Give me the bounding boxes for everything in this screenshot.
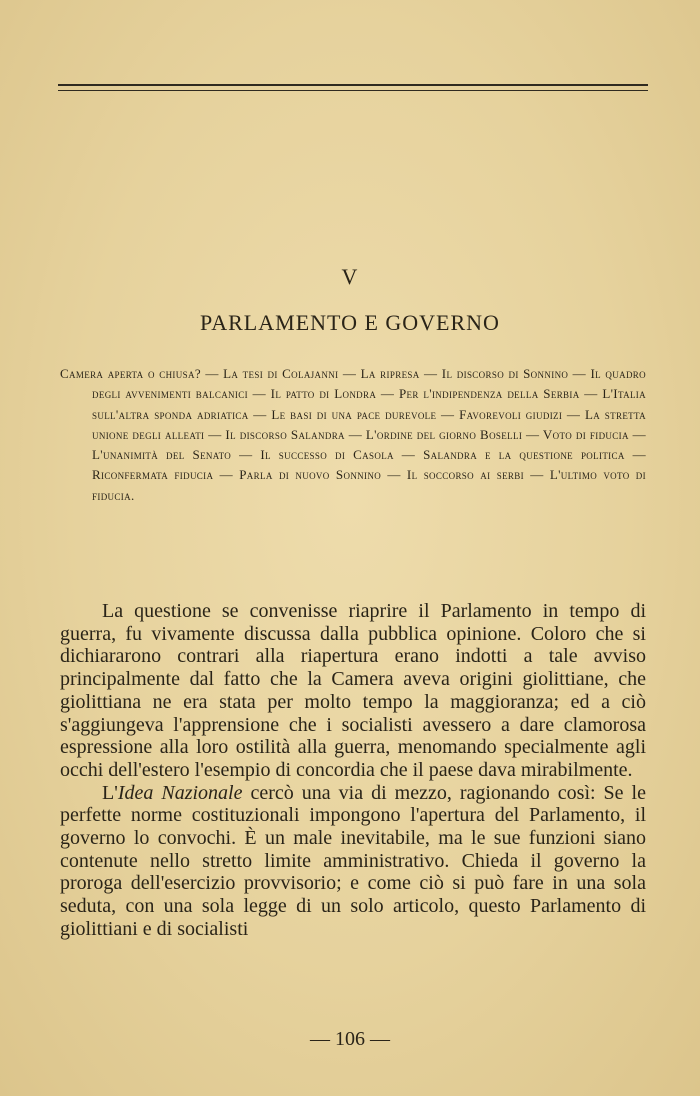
chapter-title: PARLAMENTO E GOVERNO <box>200 310 500 335</box>
header-rule-bottom <box>58 90 648 91</box>
page-number: — 106 — <box>310 1028 390 1050</box>
newspaper-title: Idea Nazionale <box>117 781 243 804</box>
body-text <box>60 600 646 941</box>
chapter-summary: Camera aperta o chiusa? — La tesi di Colajanni — La ripresa — Il discorso di Sonnino — Il quadro degli avvenimenti balcanici — Il patto di Londra — Per l'indipendenza della Serbia — L'Italia sull'altra sponda adriatica — Le basi di una pace durevole — Favorevoli giudizi — La stretta unione degli alleati — Il discorso Salandra — L'ordine del giorno Boselli — Voto di fiducia — L'unanimità del Senato — Il successo di Casola — Salandra e la questione politica — Riconfermata fiducia — Parla di nuovo Sonnino — Il soccorso ai serbi — L'ultimo voto di fiducia. <box>60 366 646 503</box>
body-paragraph-2 <box>60 782 646 941</box>
chapter-number: V <box>341 264 359 289</box>
header-rule-top <box>58 84 648 86</box>
paragraph-2-text: cercò una via di mezzo, ragionando così: Se le perfette norme costituzionali impongono l'apertura del Parlamento, il governo lo convochi. È un male inevitabile, ma le sue funzioni siano contenute nello stretto limite amministrativo. Chieda il governo la proroga dell'esercizio provvisorio; e come ciò si può fare in una sola seduta, con una sola legge di un solo articolo, questo Parlamento di giolittiani e di socialisti <box>60 781 646 940</box>
paragraph-2-lead: L' <box>102 781 118 804</box>
body-paragraph-1: La questione se convenisse riaprire il Parlamento in tempo di guerra, fu vivamente discussa dalla pubblica opinione. Coloro che si dichiararono contrari alla riapertura erano indotti a tale avviso principalmente dal fatto che la Camera aveva origini giolittiane, che giolittiana ne era stata per molto tempo la maggioranza; ed a ciò s'aggiungeva l'apprensione che i socialisti avessero a dare clamorosa espressione alla loro ostilità alla guerra, menomando specialmente agli occhi dell'estero l'esempio di concordia che il paese dava mirabilmente. <box>60 600 646 781</box>
